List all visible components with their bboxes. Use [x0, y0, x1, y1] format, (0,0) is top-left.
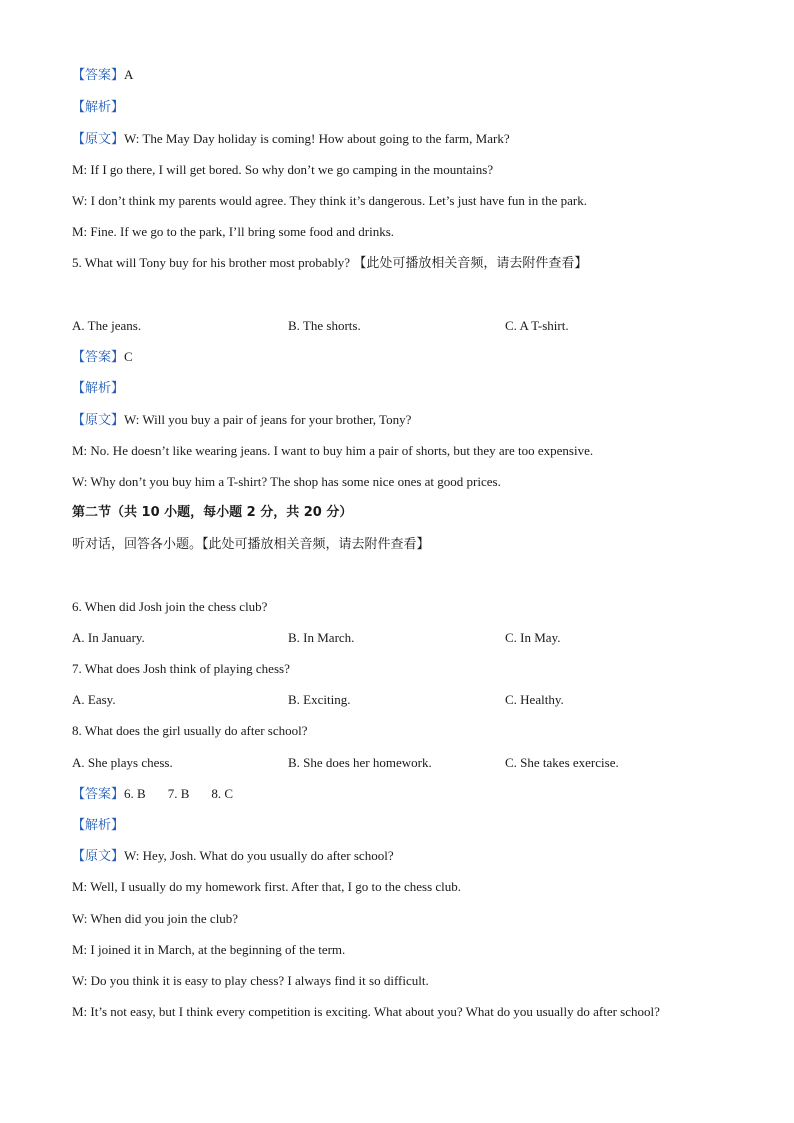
- transcript-line: W: When did you join the club?: [72, 911, 239, 926]
- question-text: 5. What will Tony buy for his brother most probably?: [72, 255, 351, 270]
- option-c: C. Healthy.: [505, 692, 564, 707]
- analysis-tag: 【解析】: [72, 381, 125, 396]
- audio-note[interactable]: 【此处可播放相关音频，请去附件查看】: [353, 256, 588, 271]
- transcript-line: W: Why don’t you buy him a T-shirt? The shop has some nice ones at good prices.: [72, 474, 501, 489]
- original-tag: 【原文】: [72, 849, 125, 864]
- option-c: C. She takes exercise.: [505, 755, 619, 770]
- answer-value: 7. B: [167, 786, 190, 801]
- answer-line: [72, 785, 233, 804]
- transcript-line: M: If I go there, I will get bored. So why don’t we go camping in the mountains?: [72, 162, 494, 177]
- transcript-line: [72, 411, 411, 430]
- answer-value: C: [124, 349, 133, 364]
- answer-value: 6. B: [124, 786, 146, 801]
- question-7: 7. What does Josh think of playing chess?: [72, 661, 290, 676]
- option-b: B. Exciting.: [288, 692, 351, 707]
- transcript-line: [72, 847, 394, 866]
- answer-tag: 【答案】: [72, 68, 125, 83]
- question-6: 6. When did Josh join the chess club?: [72, 599, 268, 614]
- option-b: B. The shorts.: [288, 318, 361, 333]
- transcript-line: M: Fine. If we go to the park, I’ll bring some food and drinks.: [72, 224, 395, 239]
- section-instruction: 听对话，回答各小题。【此处可播放相关音频，请去附件查看】: [72, 537, 430, 552]
- transcript-text: W: Hey, Josh. What do you usually do after school?: [124, 848, 394, 863]
- answer-line: [72, 348, 133, 367]
- transcript-text: W: Will you buy a pair of jeans for your brother, Tony?: [124, 412, 412, 427]
- transcript-line: M: I joined it in March, at the beginning of the term.: [72, 942, 346, 957]
- answer-tag: 【答案】: [72, 350, 125, 365]
- transcript-line: W: Do you think it is easy to play chess? I always find it so difficult.: [72, 973, 429, 988]
- option-a: A. The jeans.: [72, 318, 142, 333]
- analysis-tag: 【解析】: [72, 100, 125, 115]
- transcript-line: M: No. He doesn’t like wearing jeans. I want to buy him a pair of shorts, but they are too expensive.: [72, 443, 594, 458]
- option-c: C. A T-shirt.: [505, 318, 569, 333]
- option-b: B. She does her homework.: [288, 755, 432, 770]
- answer-value: A: [124, 67, 134, 82]
- option-a: A. Easy.: [72, 692, 116, 707]
- option-a: A. She plays chess.: [72, 755, 173, 770]
- analysis-tag: 【解析】: [72, 818, 125, 833]
- answer-tag: 【答案】: [72, 787, 125, 802]
- transcript-line: M: It’s not easy, but I think every competition is exciting. What about you? What do you usually do after school?: [72, 1004, 660, 1019]
- option-c: C. In May.: [505, 630, 561, 645]
- transcript-line: M: Well, I usually do my homework first. After that, I go to the chess club.: [72, 879, 462, 894]
- question-5: [72, 254, 587, 273]
- option-a: A. In January.: [72, 630, 145, 645]
- option-b: B. In March.: [288, 630, 355, 645]
- transcript-text: W: The May Day holiday is coming! How about going to the farm, Mark?: [124, 131, 510, 146]
- transcript-line: W: I don’t think my parents would agree. They think it’s dangerous. Let’s just have fun in the park.: [72, 193, 587, 208]
- answer-value: 8. C: [211, 786, 234, 801]
- analysis-line: [72, 379, 124, 398]
- original-tag: 【原文】: [72, 413, 125, 428]
- section-heading: 第二节（共 10 小题，每小题 2 分，共 20 分）: [72, 505, 353, 520]
- transcript-line: [72, 130, 510, 149]
- original-tag: 【原文】: [72, 132, 125, 147]
- answer-line: [72, 66, 133, 85]
- analysis-line: [72, 816, 124, 835]
- question-8: 8. What does the girl usually do after school?: [72, 723, 308, 738]
- analysis-line: [72, 98, 124, 117]
